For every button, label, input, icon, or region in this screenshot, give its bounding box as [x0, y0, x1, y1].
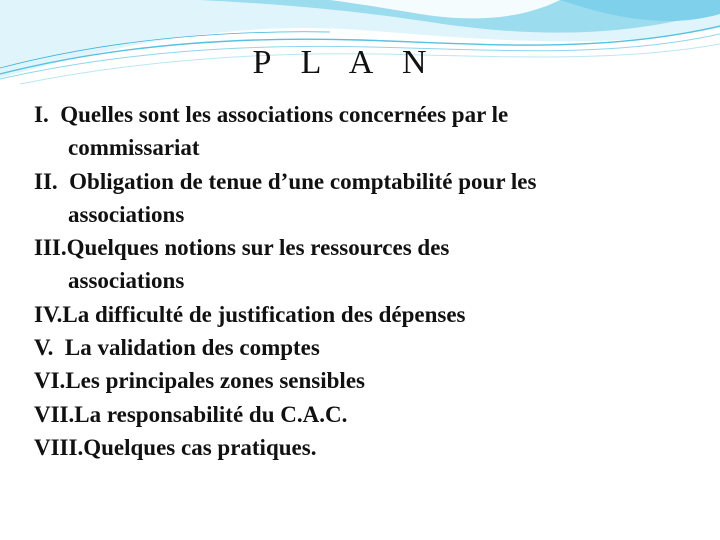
list-item — [34, 231, 704, 298]
item-text: Quelques notions sur les ressources des — [66, 235, 450, 261]
item-text: La responsabilité du C.A.C. — [74, 401, 348, 427]
item-continuation: commissariat — [68, 135, 200, 161]
item-text: Quelques cas pratiques. — [83, 434, 317, 460]
list-item — [34, 98, 704, 165]
list-item — [34, 398, 704, 431]
item-number: VIII. — [34, 434, 84, 460]
list-item — [34, 364, 704, 397]
item-text: Les principales zones sensibles — [65, 368, 365, 394]
list-item — [34, 298, 704, 331]
item-number: IV. — [34, 301, 63, 327]
item-continuation: associations — [68, 268, 185, 294]
list-item — [34, 331, 704, 364]
item-number: I. — [34, 102, 49, 127]
item-number: III. — [34, 235, 67, 261]
item-text: La validation des comptes — [64, 335, 320, 361]
item-number: V. — [34, 335, 54, 361]
list-item — [34, 431, 704, 464]
item-number: II. — [34, 168, 58, 194]
item-text: Quelles sont les associations concernées par le — [60, 102, 509, 127]
slide-title: P L A N — [252, 44, 438, 81]
item-text: Obligation de tenue d’une comptabilité pour les — [69, 168, 537, 194]
item-continuation: associations — [68, 201, 185, 227]
list-item — [34, 165, 704, 232]
item-number: VII. — [34, 401, 75, 427]
item-text: La difficulté de justification des dépenses — [62, 301, 466, 327]
plan-list — [34, 98, 704, 464]
item-number: VI. — [34, 368, 66, 394]
